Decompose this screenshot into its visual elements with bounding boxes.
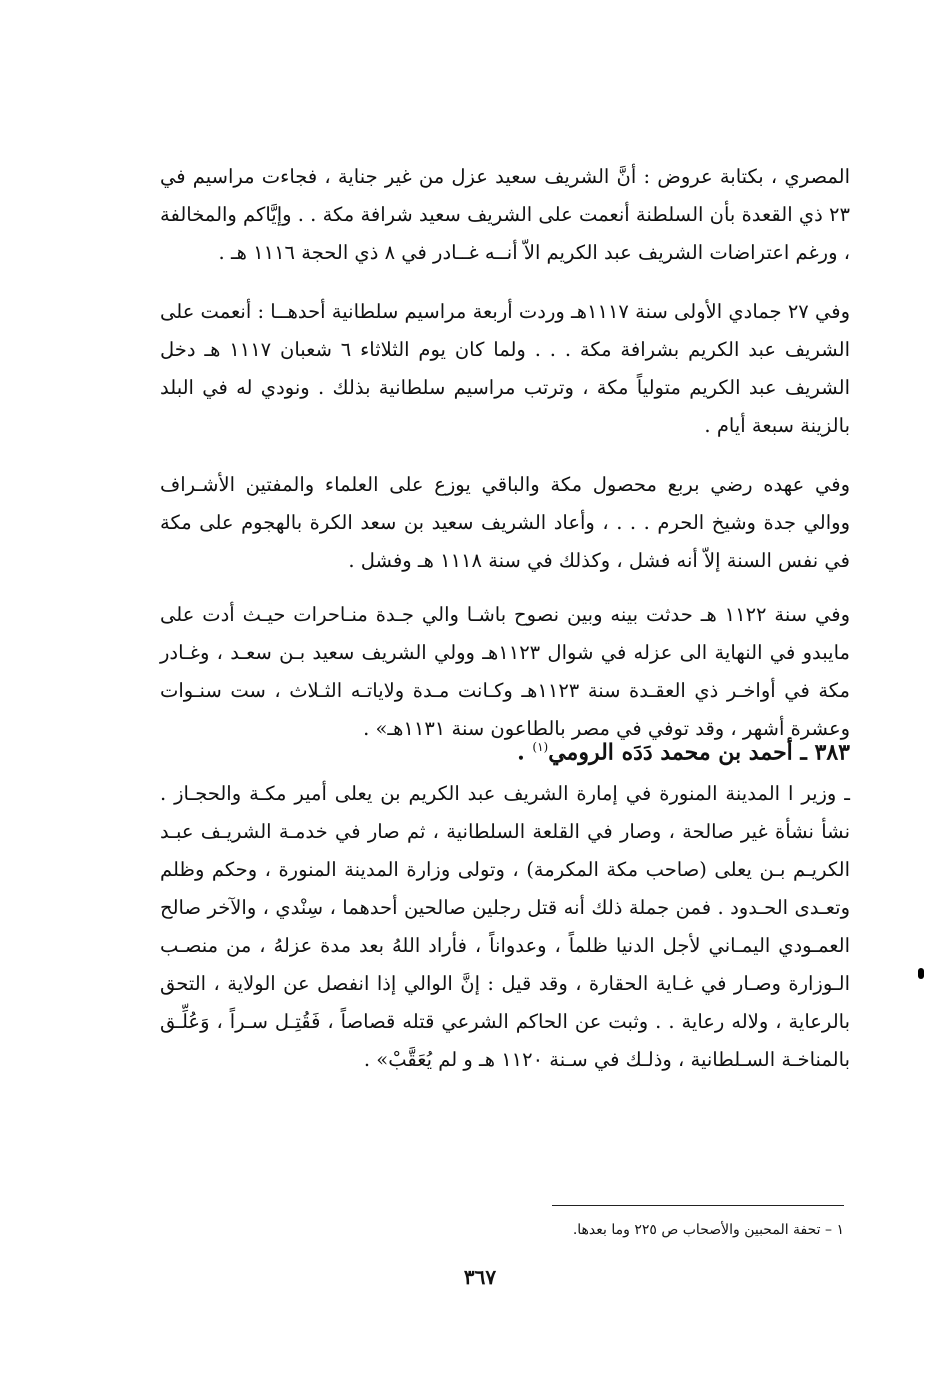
entry-heading-period: . bbox=[517, 739, 533, 766]
paragraph-4: وفي سنة ١١٢٢ هـ حدثت بينه وبين نصوح باشـا والي جـدة منـاحرات حيـث أدت على مايبدو في النهاية الى عزله في شوال ١١٢٣هـ وولي الشريف سعيد بـن سعـد ، وغـادر مكة في أواخـر ذي العقـدة سنة ١١٢٣هـ وكـانت مـدة ولاياتـه الثـلاث ، ست سنـوات وعشرة أشهر ، وقد توفي في مصر بالطاعون سنة ١١٣١هـ» . bbox=[160, 603, 850, 740]
entry-heading bbox=[160, 728, 850, 771]
page-number: ٣٦٧ bbox=[463, 1265, 497, 1289]
paragraph-2: وفي ٢٧ جمادي الأولى سنة ١١١٧هـ وردت أربعة مراسيم سلطانية أحدهــا : أنعمت على الشريف عبد الكريم بشرافة مكة . . . ولما كان يوم الثلاثاء ٦ شعبان ١١١٧ هـ دخل الشريف عبد الكريم متولياً مكة ، وترتب مراسيم سلطانية بذلك . ونودي له في البلد بالزينة سبعة أيام . bbox=[160, 300, 850, 437]
entry-heading-title: ٣٨٣ ـ أحمد بن محمد دَدَه الرومي bbox=[548, 739, 850, 766]
footnote-divider bbox=[552, 1205, 844, 1206]
paragraph-5: ـ وزير ا المدينة المنورة في إمارة الشريف عبد الكريم بن يعلى أمير مكـة والحجـاز . نشأ نشأة غير صالحة ، وصار في القلعة السلطانية ، ثم صار في خدمـة الشريـف عبـد الكريـم بـن يعلى (صاحب مكة المكرمة) ، وتولى وزارة المدينة المنورة ، وحكم وظلم وتعـدى الحـدود . فمن جملة ذلك أنه قتل رجلين صالحين أحدهما ، سِنْدي ، والآخر صالح العمـودي اليمـاني لأجل الدنيا ظلماً ، وعدواناً ، فأراد اللهُ بعد مدة عزلهُ ، من منصـب الـوزارة وصـار في غـاية الحقارة ، وقد قيل : إنَّ الوالي إذا انفصل عن الولاية ، التحق بالرعاية ، ولاله رعاية . . وثبت عن الحاكم الشرعي قتله قصاصاً ، فَقُتِـل سـراً ، وَعُلِّـق بالمناخـة السـلطانية ، وذلـك في سـنة ١١٢٠ هـ و لم يُعَقَّبْ» . bbox=[160, 782, 850, 1071]
footnote-reference: (١) bbox=[532, 740, 549, 754]
paragraph-3: وفي عهده رضي بربع محصول مكة والباقي يوزع على العلماء والمفتين الأشـراف ووالي جدة وشيخ الحرم . . . ، وأعاد الشريف سعيد بن سعد الكرة بالهجوم على مكة في نفس السنة إلاّ أنه فشل ، وكذلك في سنة ١١١٨ هـ وفشل . bbox=[160, 473, 850, 572]
paragraph-1: المصري ، بكتابة عروض : أنَّ الشريف سعيد عزل من غير جناية ، فجاءت مراسيم في ٢٣ ذي القعدة بأن السلطنة أنعمت على الشريف سعيد شرافة مكة . . وإيَّاكم والمخالفة ، ورغم اعتراضات الشريف عبد الكريم الاّ أنــه غــادر في ٨ ذي الحجة ١١١٦ هـ . bbox=[160, 165, 850, 264]
footnote-text: ١ – تحفة المحبين والأصحاب ص ٢٢٥ وما بعدها. bbox=[572, 1222, 844, 1238]
margin-mark bbox=[918, 968, 924, 979]
